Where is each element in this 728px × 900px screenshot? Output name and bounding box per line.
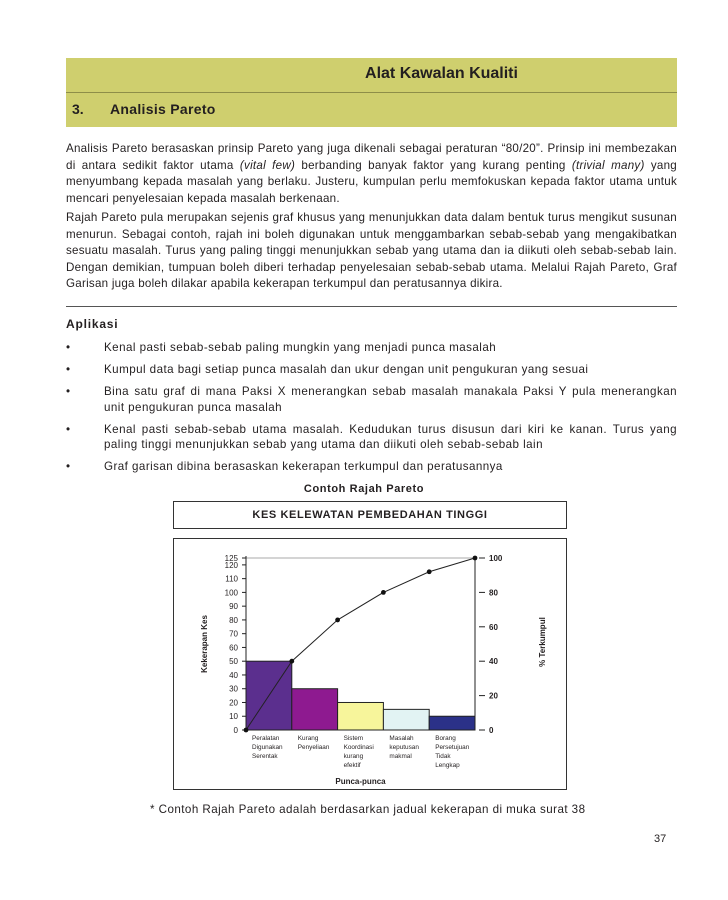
cumulative-point: [244, 728, 249, 733]
cumulative-point: [289, 659, 294, 664]
list-item: [66, 362, 677, 378]
x-tick-label: efektif: [343, 762, 361, 769]
y2-axis-label: % Terkumpul: [538, 617, 547, 667]
bullet-icon: •: [66, 385, 71, 398]
y-tick-label: 90: [229, 602, 238, 612]
intro-text: Analisis Pareto berasaskan prinsip Pareto yang juga dikenali sebagai peraturan “80/20”. Prinsip ini membezakan di antara sedikit faktor utama: [66, 142, 677, 172]
page-number: 37: [654, 833, 667, 845]
list-item-text: Bina satu graf di mana Paksi X menerangkan sebab masalah manakala Paksi Y pula menerangkan unit pengukuran punca masalah: [104, 385, 677, 414]
header-title: Alat Kawalan Kualiti: [365, 65, 518, 82]
intro-text: berbanding banyak faktor yang kurang penting: [295, 158, 572, 172]
x-tick-label: kurang: [343, 753, 364, 760]
intro-text: yang menyumbang kepada masalah yang berlaku. Justeru, kumpulan perlu memfokuskan kepada faktor utama untuk mencari penyelesaian kepada masalah berkenaan.: [66, 158, 677, 205]
list-item-text: Kenal pasti sebab-sebab paling mungkin yang menjadi punca masalah: [104, 341, 497, 354]
y-tick-label: 110: [225, 574, 238, 584]
y-tick-label: 60: [229, 643, 238, 653]
y2-tick-label: 100: [489, 554, 503, 563]
y2-tick-label: 60: [489, 622, 498, 632]
x-tick-label: Koordinasi: [343, 744, 374, 751]
aplikasi-list: [66, 340, 677, 481]
chart-heading: Contoh Rajah Pareto: [303, 483, 425, 495]
bullet-icon: •: [66, 422, 71, 436]
list-item-text: Kumpul data bagi setiap punca masalah dan ukur dengan unit pengukuran yang sesuai: [104, 363, 589, 376]
y-tick-label: 10: [229, 712, 238, 722]
section-divider: [66, 306, 677, 307]
y2-tick-label: 80: [489, 588, 498, 598]
x-tick-label: makmal: [389, 753, 412, 760]
list-item: [66, 384, 677, 415]
x-tick-label: Sistem: [343, 735, 364, 742]
bar: [383, 709, 429, 730]
y-tick-label: 0: [233, 726, 238, 735]
cumulative-point: [473, 556, 478, 561]
x-tick-label: keputusan: [389, 744, 419, 751]
x-tick-label: Masalah: [389, 735, 414, 742]
x-tick-label: Digunakan: [252, 744, 283, 751]
section-number: 3.: [72, 101, 84, 117]
section-title: Analisis Pareto: [110, 101, 216, 117]
intro-paragraph-1: [66, 141, 677, 207]
bar: [292, 689, 338, 730]
header-band: [66, 58, 677, 93]
y-tick-label: 20: [229, 698, 238, 708]
cumulative-point: [381, 590, 386, 595]
y2-tick-label: 20: [489, 691, 498, 701]
y-tick-label: 100: [224, 588, 238, 598]
footnote: * Contoh Rajah Pareto adalah berdasarkan jadual kekerapan di muka surat 38: [150, 803, 586, 816]
x-tick-label: Serentak: [252, 753, 278, 760]
y-tick-label: 50: [229, 657, 238, 667]
chart-title-box: [173, 501, 567, 529]
x-tick-label: Tidak: [435, 753, 451, 760]
bar: [429, 716, 475, 730]
list-item: [66, 459, 677, 475]
cumulative-point: [427, 569, 432, 574]
y2-tick-label: 0: [489, 726, 494, 735]
x-tick-label: Borang: [435, 735, 456, 742]
list-item: [66, 340, 677, 356]
trivial-many-term: (trivial many): [571, 158, 645, 172]
pareto-chart: [173, 538, 567, 790]
x-tick-label: Lengkap: [435, 762, 460, 769]
list-item-text: Graf garisan dibina berasaskan kekerapan terkumpul dan peratusannya: [104, 460, 503, 473]
y2-tick-label: 40: [489, 657, 498, 667]
y-tick-label: 120: [224, 560, 238, 570]
y-tick-label: 80: [229, 615, 238, 625]
list-item-text: Kenal pasti sebab-sebab utama masalah. Kedudukan turus disusun dari kiri ke kanan. Turus yang paling tinggi menunjukkan sebab yang utama dan diikuti oleh sebab-sebab lain: [104, 422, 677, 451]
aplikasi-heading: Aplikasi: [66, 317, 119, 331]
section-band: [66, 93, 677, 127]
x-tick-label: Peralatan: [252, 735, 280, 742]
x-axis-label: Punca-punca: [335, 777, 386, 786]
bullet-icon: •: [66, 460, 71, 473]
y-tick-label: 70: [229, 629, 238, 639]
x-tick-label: Kurang: [297, 735, 319, 742]
bullet-icon: •: [66, 363, 71, 376]
y-tick-label: 125: [224, 554, 238, 563]
vital-few-term: (vital few): [239, 158, 296, 172]
x-tick-label: Penyeliaan: [297, 744, 330, 751]
bullet-icon: •: [66, 341, 71, 354]
y-axis-label: Kekerapan Kes: [200, 615, 209, 673]
chart-title: KES KELEWATAN PEMBEDAHAN TINGGI: [252, 509, 488, 521]
cumulative-point: [335, 618, 340, 623]
intro-paragraph-2: Rajah Pareto pula merupakan sejenis graf khusus yang menunjukkan data dalam bentuk turus mengikut susunan menurun. Sebagai contoh, rajah ini boleh digunakan untuk menggambarkan sebab-sebab yang mengakibatkan sesuatu masalah. Turus yang paling tinggi menunjukkan sebab yang utama dan ia diikuti oleh sebab-sebab lain. Dengan demikian, tumpuan boleh diberi terhadap penyelesaian sebab-sebab utama. Melalui Rajah Pareto, Graf Garisan juga boleh dilakar apabila kekerapan terkumpul dan peratusannya dikira.: [66, 211, 677, 291]
y-tick-label: 30: [229, 684, 238, 694]
y-tick-label: 40: [229, 670, 238, 680]
bar: [338, 702, 384, 730]
list-item: [66, 422, 677, 453]
x-tick-label: Persetujuan: [435, 744, 470, 751]
